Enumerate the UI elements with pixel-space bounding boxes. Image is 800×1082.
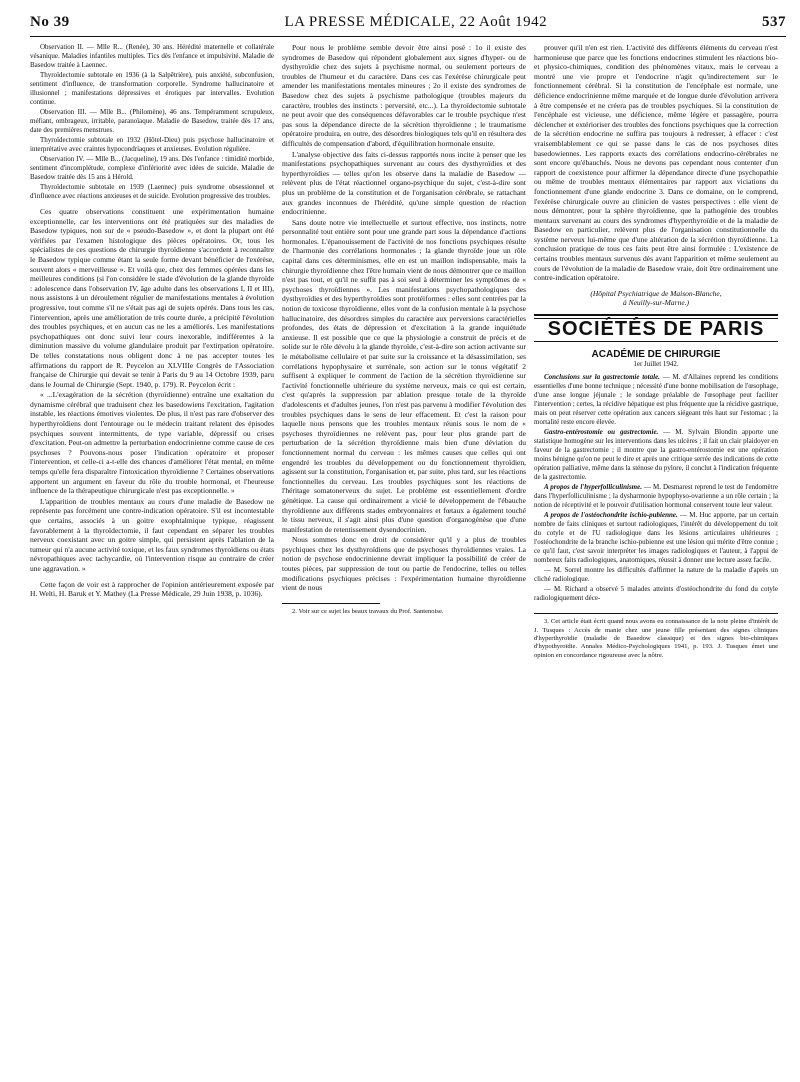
affiliation bbox=[534, 289, 778, 308]
report-entry: — M. Richard a observé 5 malades atteints d'ostéochondrite du fond du cotyle radiologiquement déce- bbox=[534, 585, 778, 603]
observation-4: Observation IV. — Mlle B... (Jacqueline), 19 ans. Dès l'enfance : timidité morbide, sentiment d'incomplétude, complexe d'infériorité avec idées de suicide. Maladie de Basedow traitée dès 15 ans à Hérold. bbox=[30, 155, 274, 181]
entry-heading: Conclusions sur la gastrectomie totale. bbox=[544, 373, 660, 382]
affiliation-line: à Neuilly-sur-Marne.) bbox=[622, 298, 690, 308]
report-entry bbox=[534, 373, 778, 427]
footnote-rule bbox=[282, 603, 380, 604]
footnote: 3. Cet article était écrit quand nous avons eu connaissance de la note pleine d'intérêt de J. Tusques : Accès de manie chez une jeune fille présentant des signes cliniques d'hyperthyroïdie (maladie de Basedow classique) et des signes bio-chimiques d'hypothyroïdie. Annales Médico-Psychologiques 1941, p. 193. J. Tusques émet une opinion en concordance rigoureuse avec la nôtre. bbox=[534, 618, 778, 659]
entry-heading: A propos de l'hyperfolliculinisme. bbox=[544, 483, 642, 492]
observation-2: Observation II. — Mlle R... (Renée), 30 ans. Hérédité maternelle et collatérale vésanique. Maladies infantiles multiples. Tics dès l'enfance et impulsivité. Maladie de Basedow traitée à Laennec. bbox=[30, 43, 274, 69]
paragraph: Sans doute notre vie intellectuelle et surtout effective, nos instincts, notre personnalité tout entière sont pour une grande part sous la dépendance d'actions hormonales. L'épanouissement de l'activité de nos fonctions psychiques résulte de l'harmonie des corrélations hormonales ; la glande thyroïde joue un rôle capital dans ces déterminismes, elle en est un maillon indispensable, mais la chirurgie thyroïdienne chez l'être humain vient de nous démontrer que ce maillon n'est pas tout, et qu'il ne suffit pas à soi seul à déterminer les symptômes de « psychoses thyroïdiennes ». Les manifestations psychopathologiques des dysthyroïdies et des hyperthyroïdies sont protéiformes : elles sont centrées par la notion de toxicose thyroïdienne, elles vont de la confusion mentale à la psychose hallucinatoire, des désordres simples du caractère aux perversions caractérielles profondes, des états de dépression et d'excitation à la grande inquiétude anxieuse. Il est possible que ce que la physiologie a construit de précis et de solide sur le rôle dévolu à la glande thyroïde, c'est-à-dire son action activante sur le métabolisme cellulaire et par suite sur la croissance et la désassimilation, ses corrélations hypophysaire et surrénale, son action sur le tonus végétatif 2 suffisent à expliquer le comment de l'action de la sécrétion thyroïdienne sur l'activité fonctionnelle ultérieure du système nerveux, mais ce qui est certain, c'est qu'après la suppression par ablation presque totale de la thyroïde d'adolescents et d'adultes jeunes, l'on n'est pas parvenu à modifier l'évolution des troubles psychiques dans le sens de leur effacement. Et c'est la raison pour laquelle nous pensons que les troubles mentaux réunis sous le nom de « psychoses thyroïdiennes ne relèvent pas, pour leur plus grande part de perturbation de la sécrétion thyroïdienne mais bien d'une déviation du fonctionnement normal du cerveau : les mêmes causes que celles qui ont engendré les troubles du développement ou du fonctionnement thyroïdien, agissent sur la constitution, l'organisation et, par suite, plus tard, sur les réactions fonctionnelles du cerveau. Les troubles psychiques sont les réactions de l'héritage somatonerveux du sujet. Le problème est essentiellement d'ordre génétique. La cause qui ordinairement a vicié le développement de l'ébauche thyroïdienne aux différents stades embryonnaires et fœtaux a également touché le tissu nerveux, il s'agit ainsi plus d'une question d'organogénèse que d'une manifestation de retentissement dysendocrinien. bbox=[282, 217, 526, 534]
columns bbox=[30, 43, 786, 1073]
affiliation-line: (Hôpital Psychiatrique de Maison-Blanche, bbox=[590, 288, 722, 298]
page-number: 537 bbox=[762, 14, 786, 30]
section-title: SOCIÉTÉS DE PARIS bbox=[547, 318, 765, 341]
footnote-rule bbox=[534, 613, 778, 614]
entry-heading: Gastro-entérostomie ou gastrectomie. bbox=[544, 428, 659, 437]
entry-heading: A propos de l'ostéochondrite ischio-pubienne. bbox=[544, 511, 678, 520]
journal-title: LA PRESSE MÉDICALE, 22 Août 1942 bbox=[284, 14, 548, 30]
paragraph: L'apparition de troubles mentaux au cours d'une maladie de Basedow ne représente pas forcément une contre-indication opératoire. S'il est incontestable que certains, associés à un goitre exophtalmique typique, réagissent favorablement à la thyroïdectomie, il faut cependant en séparer les troubles nerveux coexistant avec un goitre simple, qui persistent après l'ablation de la tumeur qui n'a aucune activité toxique, et les faux syndromes thyroïdiens ou états névropathiques avec tachycardie, où l'intervention risque au contraire de créer une aggravation. » bbox=[30, 496, 274, 573]
footnote: 2. Voir sur ce sujet les beaux travaux du Prof. Santenoise. bbox=[292, 607, 444, 615]
paragraph: Ces quatre observations constituent une expérimentation humaine exceptionnelle, car les interventions ont été pratiquées sur des maladies de Basedow typiques, non sur de « pseudo-Basedow », et dont la plupart ont été vérifiées par l'examen histologique des pièces opératoires. Or, tous les spécialistes de ces questions de chirurgie thyroïdienne s'accordent à reconnaître le Basedow typique comme étant la seule forme devant bénéficier de l'exérèse, souvent alors « merveilleuse ». Et voilà que, chez des femmes opérées dans les meilleures conditions (si l'on considère le stade d'évolution de la glande thyroïde : adolescence dans l'observation IV, âge adulte dans les observations I, II et III), nous assistons à un déroulement régulier de manifestations mentales à évolution progressive, tout comme s'il ne s'était pas agi de sujets opérés. Dans tous les cas, l'intervention, après une amélioration de très courte durée, a précipité l'évolution des troubles psychiques, et en aucun cas ne les a améliorés. Les manifestations psychopathiques ont donc suivi leur cours inexorable, indifférentes à la diminution massive du volume glandulaire produit par l'extirpation opératoire. De telles constatations nous obligent donc à ne pas accepter toutes les affirmations du rapport de R. Peycelon au XLVIIIe Congrès de l'Association française de Chirurgie qui devait se tenir à Paris du 9 au 14 Octobre 1939, paru dans le Journal de Chirurgie (Sept. 1940, p. 179). R. Peycelon écrit : bbox=[30, 207, 274, 389]
column-1 bbox=[30, 43, 274, 1073]
section-rule bbox=[534, 341, 778, 342]
entry-body: — M. d'Allaines reprend les conditions essentielles d'une bonne technique ; nécessité d'une bonne mobilisation de l'œsophage, d'une anse longue jéjunale ; le sondage préalable de l'œsophage peut faciliter l'intervention ; certes, la récidive hépatique est plus fréquente que la récidive gastrique, mais on peut réserver cette opération aux cancers siégeant très haut sur l'estomac ; la mortalité reste encore élevée. bbox=[534, 373, 778, 427]
paragraph: Nous sommes donc en droit de considérer qu'il y a plus de troubles psychiques chez les dysthyroïdiens que de psychoses thyroïdiennes vraies. La notion de psychose endocrinienne devrait impliquer la possibilité de créer de toutes pièces, par suppression de tout ou partie de l'endocrine, telles ou telles modifications psychiques précises : l'expérimentation humaine thyroïdienne vient de nous bbox=[282, 535, 526, 593]
issue-number: No 39 bbox=[30, 14, 70, 30]
column-2 bbox=[282, 43, 526, 1073]
observation-3: Observation III. — Mlle B... (Philomène), 46 ans. Tempéramment scrupuleux, méfiant, ombrageux, irritable, paranoïaque. Maladie de Basedow, traitée dès 17 ans, date des premières menstrues. bbox=[30, 108, 274, 134]
observation-4-detail: Thyroïdectomie subtotale en 1939 (Laennec) puis syndrome obsessionnel et d'influence avec réactions anxieuses et de suicide. Evolution progressive des troubles. bbox=[30, 183, 274, 200]
report-entry bbox=[534, 428, 778, 482]
report-entry bbox=[534, 511, 778, 565]
column-3 bbox=[534, 43, 778, 1073]
society-heading: ACADÉMIE DE CHIRURGIE bbox=[591, 348, 721, 360]
paragraph: Cette façon de voir est à rapprocher de l'opinion antérieurement exposée par H. Welti, H. Baruk et Y. Mathey (La Presse Médicale, 29 Juin 1938, p. 1036). bbox=[30, 579, 274, 599]
session-date: 1er Juillet 1942. bbox=[633, 360, 679, 369]
section-rule bbox=[534, 314, 778, 316]
running-header bbox=[30, 14, 786, 34]
paragraph: Pour nous le problème semble devoir être ainsi posé : 1o il existe des syndromes de Basedow qui répondent globalement aux signes d'hyper- ou de dysthyroïdie chez des sujets à psychisme normal, ou seulement porteurs de troubles de l'humeur et du caractère. Dans ces cas l'exérèse chirurgicale peut amender les manifestations mentales mineures ; 2o il existe des syndromes de Basedow chez des sujets à psychisme pathologique (troubles majeurs du caractère, troubles des instincts : perversité, etc...). La thyroïdectomie subtotale ne peut avoir que des conséquences défavorables car le trouble psychique n'est pas sous la dépendance directe de la sécrétion thyroïdienne ; le traumatisme opératoire produira, en outre, des désordres biologiques tels qu'il en résultera des difficultés de compensation d'abord, d'équilibration hormonale ensuite. bbox=[282, 43, 526, 148]
paragraph: prouver qu'il n'en est rien. L'activité des différents éléments du cerveau n'est harmonieuse que parce que les fonctions endocrines stimulent les réactions bio- et physico-chimiques, condition des phénomènes vitaux, mais le cerveau a montré une vie propre et l'endocrine n'agit qu'indirectement sur le fonctionnement cérébral. Si la constitution de l'encéphale est normale, une déficience endocrinienne même marquée et de longue durée d'évolution arrivera à être compensée et ne créera pas de troubles psychiques. Si la constitution de l'encéphale est vicieuse, une déficience, même légère et passagère, pourra déclencher et extérioriser des troubles des fonctions psychiques que la correction de la sécrétion endocrine ne suffira pas toujours à redresser, à effacer : c'est vraisemblablement ce qui se passe dans le cas de nos psychoses dites basedowiennes. Les rapports exacts des corrélations endocrino-cérébrales ne sont encore qu'ébauchés. Nous ne devons pas cependant nous contenter d'un rapport de coexistence pour affirmer la dépendance directe d'une psychopathie ou même de troubles mentaux élémentaires par rapport aux viciations du fonctionnement d'une glande endocrine 3. Dans ce domaine, on le comprend, l'exérèse chirurgicale ouvre au clinicien de vastes perspectives : elle vient de nous démontrer, pour la sphère thyroïdienne, que la pathogénie des troubles mentaux survenant au cours des syndromes d'hyperthyroïdie et de la maladie de Basedow en particulier, relèvent plus de l'organisation constitutionnelle du système nerveux lui-même que d'une altération de la sécrétion thyroïdienne. La conclusion pratique de tous ces faits peut être ainsi formulée : L'existence de certains troubles mentaux survenus dès avant l'apparition et même seulement au cours de l'évolution de la maladie de Basedow vraie, doit être ordinairement une contre-indication opératoire. bbox=[534, 43, 778, 283]
report-entry bbox=[534, 483, 778, 510]
paragraph: L'analyse objective des faits ci-dessus rapportés nous incite à penser que les manifestations psychopathiques survenant au cours des dysthyroïdies et des hyperthyroïdies — telles qu'on les observe dans la maladie de Basedow — relèvent plus de l'état réactionnel organo-psychique du sujet, c'est-à-dire sont plus un problème de la constitution et de l'organisation cérébrale, se rattachant aux grandes inconnues de l'hérédité, qu'une simple question de réaction endocrinienne. bbox=[282, 149, 526, 217]
entry-body: — M. Sylvain Blondin apporte une statistique homogène sur les interventions dans les ulcères ; il fait un clair plaidoyer en faveur de la gastrectomie ; il montre que la gastro-entérostomie est une opération moins bénigne qu'on ne peut le dire et après une critique serrée des indications de cette opération palliative, même dans la sténose du pylore, il conclut à l'indication fréquente de la gastrectomie. bbox=[534, 428, 778, 482]
quotation: « ...L'exagération de la sécrétion (thyroïdienne) entraîne une exaltation du dynamisme cérébral que traduisent chez les basedowiens l'excitation, l'agitation instable, les réactions émotives violentes. De plus, il n'est pas rare d'observer des hyperthyroïdiens dont l'entourage ou le médecin traitant relatent des épisodes psychiques souvent intermittents, de type variable, dépressif ou crises d'excitation. Peut-on admettre la perturbation endocrinienne comme cause de ces psychoses ? Pouvons-nous poser l'indication opératoire et proposer l'intervention, et celle-ci a-t-elle des chances d'améliorer l'état mental, en même temps qu'elle fera disparaître l'intoxication thyroïdienne ? Certaines observations apportent un argument en faveur du rôle du trouble hormonal, et l'heureuse influence de la thérapeutique chirurgicale n'est pas exceptionnelle. » bbox=[30, 390, 274, 496]
entry-body: — M. Desmarest reprend le test de l'endomètre dans l'hyperfolliculinisme ; la dysharmonie hypophyso-ovarienne a un rôle certain ; la notion de réceptivité et le pouvoir d'utilisation hormonal conservent toute leur valeur. bbox=[534, 483, 778, 510]
report-entry: — M. Sorrel montre les difficultés d'affirmer la nature de la maladie d'après un cliché radiologique. bbox=[534, 566, 778, 584]
observation-3-detail: Thyroïdectomie subtotale en 1932 (Hôtel-Dieu) puis psychose hallucinatoire et interprétative avec craintes hypocondriaques et anxieuses. Evolution régulière. bbox=[30, 136, 274, 153]
header-rule bbox=[30, 36, 786, 37]
observation-2-detail: Thyroïdectomie subtotale en 1936 (à la Salpêtrière), puis anxiété, subconfusion, sentiment d'influence, de transformation corporelle. Syndrome hallucinatoire et illusionnel ; manifestations dépressives et érotiques par intervalles. Evolution continue. bbox=[30, 71, 274, 106]
entry-body: — M. Huc apporte, par un certain nombre de faits cliniques et surtout radiologiques, l'intérêt du développement du toit du cotyle et de l'U radiologique dans les lésions articulaires ultérieures ; l'ostéochondrite de la branche ischio-pubienne est une lésion qui mérite d'être connue ; ce qu'il faut, c'est savoir interpréter les images radiologiques et l'auteur, à l'appui de nombreux faits radiologiques, anatomiques, réussit à donner une lecture assez facile. bbox=[534, 511, 778, 565]
